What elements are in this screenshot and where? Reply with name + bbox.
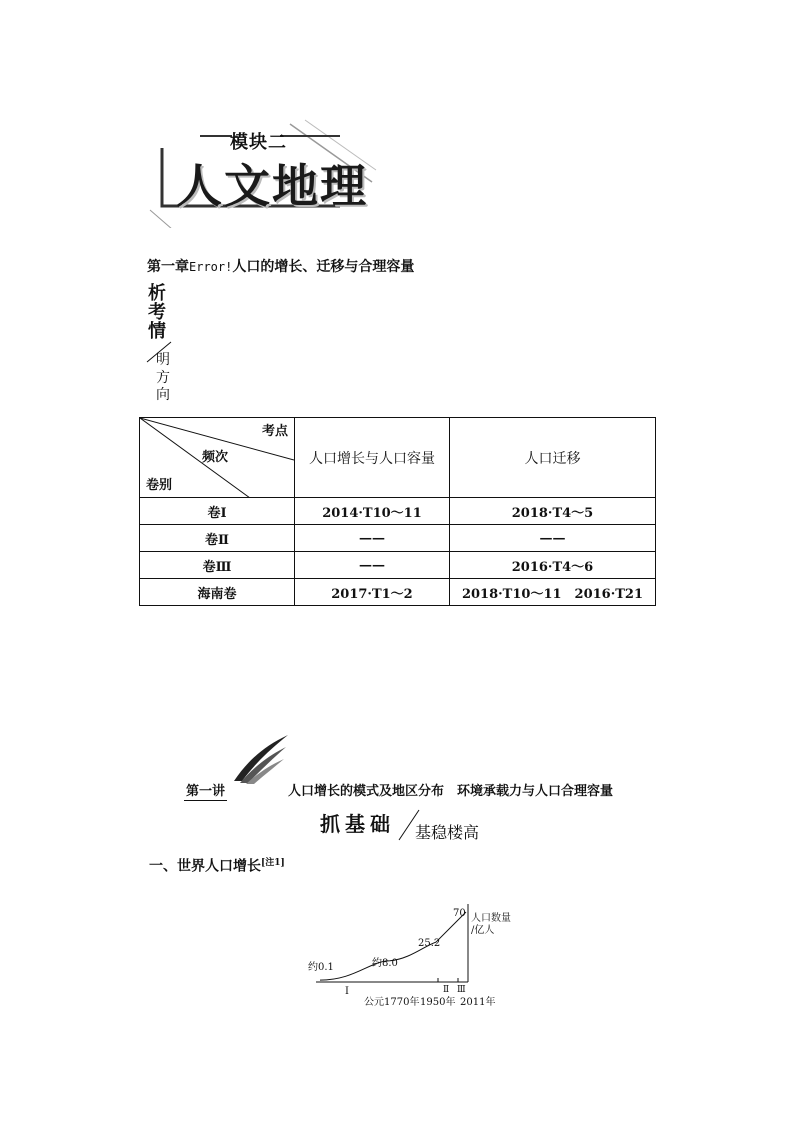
point-label: 约8.0 [372, 958, 398, 969]
analysis-char: 析 [148, 283, 166, 304]
basic-subheading: 基稳楼高 [415, 823, 480, 842]
x-axis-label: 1950年 [420, 997, 456, 1008]
chapter-title: 人口的增长、迁移与合理容量 [232, 259, 415, 275]
exam-frequency-table [139, 417, 656, 606]
paper-cell: 卷Ⅰ [140, 498, 295, 525]
swoosh-icon [232, 733, 292, 785]
direction-char: 明 [156, 352, 170, 368]
table-row [140, 525, 656, 552]
point-label: 70 [453, 908, 466, 919]
basic-heading: 抓基础 [320, 812, 395, 836]
value-cell: —— [295, 552, 450, 579]
x-axis-label: 2011年 [460, 997, 496, 1008]
paper-cell: 卷Ⅲ [140, 552, 295, 579]
y-axis-label: 人口数量 [471, 913, 511, 924]
value-cell: 2016·T4～6 [450, 552, 656, 579]
direction-label [156, 352, 170, 405]
module-title: 人文地理 [176, 159, 368, 213]
population-growth-chart [300, 898, 530, 1010]
value-cell: —— [295, 525, 450, 552]
header-paper: 卷别 [146, 478, 173, 493]
column-header: 人口迁移 [450, 418, 656, 498]
growth-curve [320, 912, 466, 980]
section-heading [149, 855, 285, 876]
table-header-row [140, 418, 656, 498]
lecture-title: 人口增长的模式及地区分布 环境承载力与人口合理容量 [288, 784, 614, 799]
paper-cell: 海南卷 [140, 579, 295, 606]
value-cell: 2014·T10～11 [295, 498, 450, 525]
header-topic: 考点 [261, 424, 288, 439]
stage-label: Ⅰ [345, 986, 349, 997]
chapter-heading [147, 256, 414, 276]
header-frequency: 频次 [202, 450, 229, 465]
section-title: 一、世界人口增长 [149, 858, 261, 875]
stage-label: Ⅲ [457, 985, 466, 995]
analysis-char: 考 [148, 301, 166, 323]
analysis-char: 情 [148, 320, 166, 342]
y-axis-label: /亿人 [471, 925, 495, 936]
module-subtitle: 模块二 [230, 132, 287, 153]
direction-char: 方 [156, 369, 170, 386]
value-cell: 2018·T10～11 2016·T21 [450, 579, 656, 606]
table-row [140, 579, 656, 606]
direction-char: 向 [156, 387, 170, 403]
point-label: 25.2 [418, 938, 441, 949]
stage-label: Ⅱ [443, 985, 450, 995]
value-cell: 2017·T1～2 [295, 579, 450, 606]
lecture-label: 第一讲 [184, 780, 227, 801]
chapter-prefix: 第一章 [147, 259, 189, 275]
chapter-error-text: Error! [189, 260, 233, 274]
section-note: [注1] [261, 858, 285, 868]
x-axis-label: 公元1770年 [364, 997, 420, 1008]
point-label: 约0.1 [308, 962, 334, 973]
diagonal-header-cell [140, 418, 295, 498]
column-header: 人口增长与人口容量 [295, 418, 450, 498]
table-row [140, 498, 656, 525]
table-row [140, 552, 656, 579]
value-cell: 2018·T4～5 [450, 498, 656, 525]
analysis-label [148, 285, 166, 342]
value-cell: —— [450, 525, 656, 552]
paper-cell: 卷Ⅱ [140, 525, 295, 552]
